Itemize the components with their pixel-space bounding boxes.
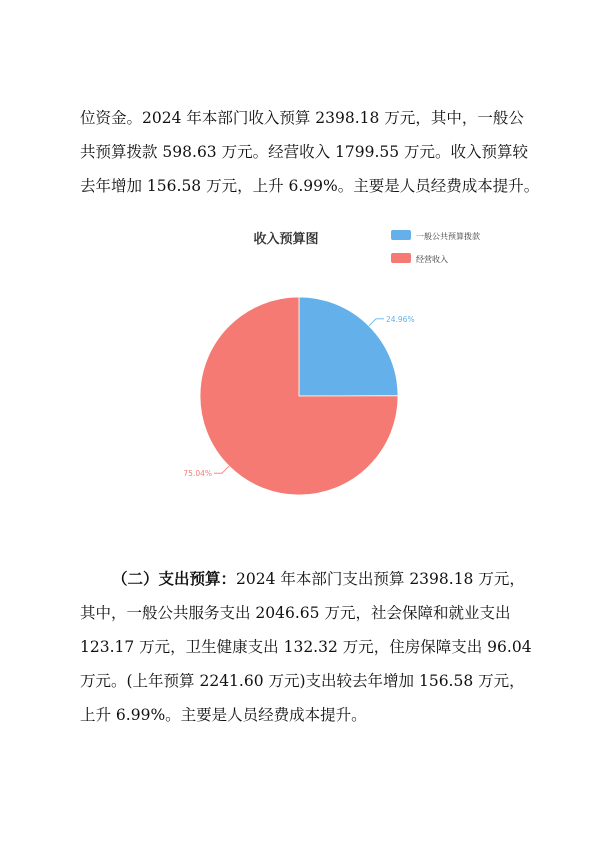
expense-line-2: 其中，一般公共服务支出 2046.65 万元，社会保障和就业支出 xyxy=(80,604,511,622)
legend-swatch xyxy=(391,253,411,263)
pie-slice xyxy=(299,297,398,396)
legend-label: 一般公共预算拨款 xyxy=(416,232,480,241)
expense-line-4: 万元。(上年预算 2241.60 万元)支出较去年增加 156.58 万元， xyxy=(80,672,525,690)
income-pie-chart xyxy=(180,222,520,512)
expense-heading: （二）支出预算： xyxy=(112,570,237,588)
income-line-3: 去年增加 156.58 万元，上升 6.99%。主要是人员经费成本提升。 xyxy=(80,177,540,195)
legend-label: 经营收入 xyxy=(416,255,448,264)
expense-line-1 xyxy=(80,562,528,596)
pie-data-label: 75.04% xyxy=(183,469,213,479)
expense-line-3: 123.17 万元，卫生健康支出 132.32 万元，住房保障支出 96.04 xyxy=(80,638,532,656)
expense-line-1-text: 2024 年本部门支出预算 2398.18 万元， xyxy=(236,570,525,588)
income-line-2: 共预算拨款 598.63 万元。经营收入 1799.55 万元。收入预算较 xyxy=(80,143,529,161)
pie-leader-line xyxy=(369,319,384,326)
chart-legend xyxy=(391,230,480,264)
chart-title: 收入预算图 xyxy=(253,232,319,247)
pie-slices xyxy=(200,297,398,495)
legend-swatch xyxy=(391,230,411,240)
income-paragraph xyxy=(80,101,540,203)
pie-leader-line xyxy=(214,466,229,473)
income-line-1: 位资金。2024 年本部门收入预算 2398.18 万元，其中，一般公 xyxy=(80,109,524,127)
pie-data-label: 24.96% xyxy=(385,314,415,324)
expense-line-5: 上升 6.99%。主要是人员经费成本提升。 xyxy=(80,706,367,724)
expense-paragraph xyxy=(80,562,532,732)
